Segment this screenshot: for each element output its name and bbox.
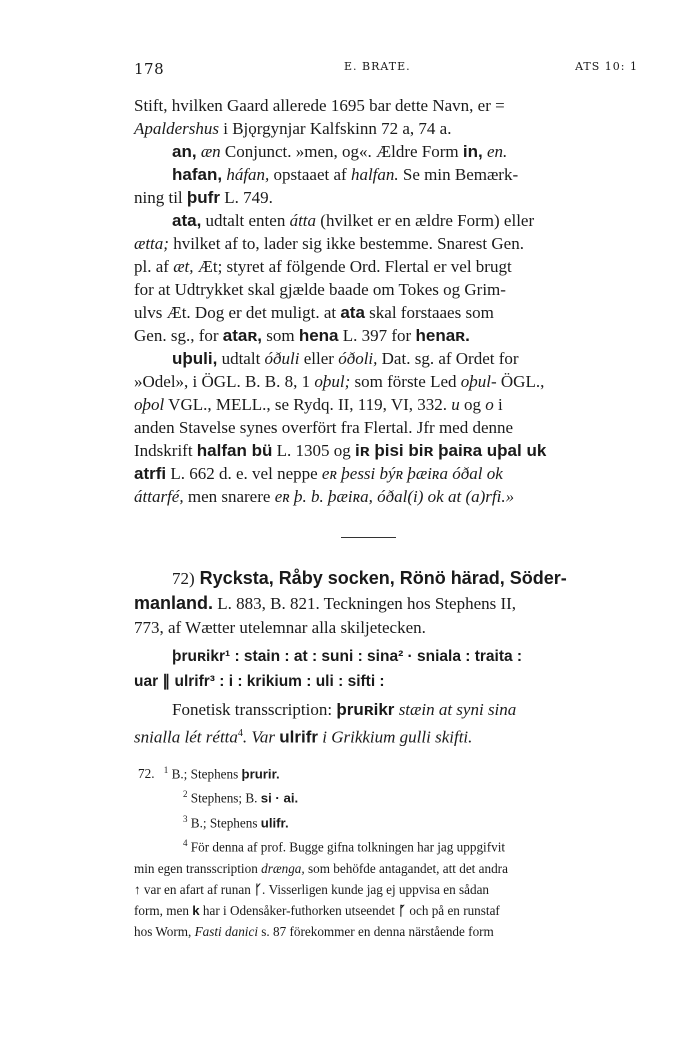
- italic-text: . Var: [242, 727, 280, 747]
- text: »Odel», i ÖGL. B. B. 8, 1: [134, 372, 315, 391]
- italic-text: halfan.: [350, 165, 399, 184]
- text: anden Stavelse synes overfört fra Flertal. Jfr med denne: [134, 418, 514, 437]
- text: Stift, hvilken Gaard allerede 1695 bar dette Navn, er =: [134, 96, 505, 115]
- bold-word: þruʀikr: [336, 700, 395, 719]
- text: Gen. sg., for: [134, 326, 223, 345]
- text: har i Odensåker-futhorken utseendet: [199, 902, 399, 918]
- text: För denna af prof. Bugge gifna tolkningen har jag uppgifvit: [187, 839, 506, 855]
- section-divider: [341, 537, 396, 538]
- bold-word: hena: [298, 326, 339, 345]
- transcription: [134, 698, 632, 750]
- text: Indskrift: [134, 441, 197, 460]
- text: B.; Stephens: [168, 766, 242, 782]
- section-title: manland.: [134, 593, 214, 613]
- text: men snarere: [183, 487, 275, 506]
- headword: uþuli,: [172, 349, 218, 368]
- bold-word: k: [192, 902, 200, 918]
- text: som behöfde antagandet, att det andra: [304, 860, 508, 876]
- text: B.; Stephens: [187, 815, 261, 831]
- italic-text: eʀ þessi býʀ þæiʀa óðal ok: [321, 464, 503, 483]
- text: var en afart af runan: [140, 881, 255, 897]
- text: och på en runstaf: [406, 902, 500, 918]
- italic-text: ætta;: [134, 234, 169, 253]
- commentary-block: [134, 94, 632, 508]
- text: (hvilket er en ældre Form) eller: [316, 211, 535, 230]
- italic-text: æn: [200, 142, 221, 161]
- bold-word: ataʀ,: [222, 326, 262, 345]
- text: ulvs Æt. Dog er det muligt. at: [134, 303, 341, 322]
- text: eller: [299, 349, 339, 368]
- italic-text: áttarfé,: [134, 487, 184, 506]
- text: ning til: [134, 188, 187, 207]
- text: Conjunct. »men, og«. Ældre Form: [220, 142, 463, 161]
- text: udtalt: [217, 349, 265, 368]
- bold-word: þrurir.: [241, 766, 280, 782]
- text: L. 749.: [219, 188, 273, 207]
- footnote-marker: 4: [183, 838, 188, 849]
- text: og: [459, 395, 486, 414]
- bold-word: ulifr.: [260, 815, 289, 831]
- italic-text: Fasti danici: [194, 923, 258, 939]
- text: form, men: [134, 902, 193, 918]
- rune-line-2: uar ∥ ulrifr³ : i : krikium : uli : sifti :: [134, 673, 385, 690]
- italic-text: æt,: [173, 257, 194, 276]
- text: L. 883, B. 821. Teckningen hos Stephens II,: [213, 594, 517, 613]
- paragraph-stift: [134, 94, 632, 140]
- entry-ata: [134, 209, 632, 347]
- text: Æt; styret af fölgende Ord. Flertal er vel brugt: [193, 257, 512, 276]
- text: for at Udtrykket skal gjælde baade om Tokes og Grim-: [134, 280, 506, 299]
- entry-hafan: [134, 163, 632, 209]
- italic-text: u: [451, 395, 460, 414]
- page-number: 178: [134, 60, 165, 78]
- footnote-marker: 1: [163, 765, 169, 775]
- bold-word: þufr: [186, 188, 220, 207]
- section-title: Rycksta, Råby socken, Rönö härad, Söder-: [194, 568, 567, 588]
- italic-text: háfan,: [226, 165, 270, 184]
- text: pl. af: [134, 257, 174, 276]
- text: 773, af Wætter utelemnar alla skiljetecken.: [134, 618, 426, 637]
- rune-glyph: ↑: [134, 881, 141, 897]
- text: min egen transscription: [134, 860, 262, 876]
- italic-text: snialla lét rétta: [134, 727, 238, 747]
- rune-glyph: ᚴ: [254, 881, 263, 897]
- bold-word: ulrifr: [279, 727, 318, 747]
- text: hos Worm,: [134, 923, 195, 939]
- italic-text: oþul-: [460, 372, 497, 391]
- section-72-heading: [134, 566, 634, 640]
- text: L. 1305 og: [272, 441, 355, 460]
- runic-inscription: [134, 644, 638, 694]
- bold-word: halfan bü: [196, 441, 273, 460]
- bold-word: iʀ þisi biʀ þaiʀa uþal uk: [355, 441, 547, 460]
- footnote-marker: 2: [183, 789, 188, 800]
- entry-uthuli: [134, 347, 632, 508]
- italic-text: óðuli: [264, 349, 300, 368]
- headword: ata,: [172, 211, 202, 230]
- section-number: 72): [172, 569, 195, 588]
- text: som förste Led: [350, 372, 461, 391]
- bold-word: atrfi: [134, 464, 167, 483]
- footnotes: [134, 760, 638, 942]
- bold-word: henaʀ.: [415, 326, 470, 345]
- rune-glyph: ᚵ: [398, 902, 407, 918]
- text: hvilket af to, lader sig ikke bestemme. Snarest Gen.: [168, 234, 524, 253]
- headword: hafan,: [172, 165, 223, 184]
- text: udtalt enten: [201, 211, 290, 230]
- text: L. 662 d. e. vel neppe: [166, 464, 322, 483]
- entry-an: [134, 140, 632, 163]
- italic-text: o: [485, 395, 494, 414]
- footnote-marker: 3: [183, 813, 188, 824]
- footnote-4: [134, 833, 638, 941]
- footnote-1: [134, 760, 638, 784]
- italic-text: eʀ þ. b. þæiʀa, óðal(i) ok at (a)rfi.»: [274, 487, 515, 506]
- section-reference: ATS 10: 1: [575, 60, 638, 73]
- text: opstaaet af: [269, 165, 351, 184]
- text: Se min Bemærk-: [398, 165, 519, 184]
- footnote-2: [134, 784, 638, 808]
- text: s. 87 förekommer en denna närstående form: [257, 923, 494, 939]
- italic-text: en.: [486, 142, 508, 161]
- bold-word: in,: [462, 142, 483, 161]
- text: skal forstaaes som: [364, 303, 494, 322]
- headword: an,: [172, 142, 197, 161]
- text: som: [261, 326, 299, 345]
- italic-text: oþul;: [314, 372, 351, 391]
- italic-text: Apaldershus: [134, 119, 219, 138]
- bold-word: ata: [340, 303, 365, 322]
- text: ÖGL.,: [496, 372, 545, 391]
- text: VGL., MELL., se Rydq. II, 119, VI, 332.: [164, 395, 452, 414]
- running-header: [134, 60, 638, 80]
- running-title: E. BRATE.: [344, 60, 411, 73]
- text: L. 397 for: [338, 326, 416, 345]
- italic-text: oþol: [134, 395, 165, 414]
- text: i: [493, 395, 503, 414]
- bold-word: si · ai.: [260, 790, 299, 806]
- footnote-3: [134, 809, 638, 833]
- italic-text: drænga,: [261, 860, 305, 876]
- italic-text: i Grikkium gulli skifti.: [318, 727, 473, 747]
- italic-text: stæin at syni sina: [394, 700, 517, 719]
- footnote-group: 72.: [138, 766, 155, 782]
- text: Fonetisk transscription:: [172, 700, 337, 719]
- text: Stephens; B.: [187, 790, 261, 806]
- text: i Bjǫrgynjar Kalfskinn 72 a, 74 a.: [219, 119, 452, 138]
- text: . Visserligen kunde jag ej uppvisa en sådan: [262, 881, 490, 897]
- italic-text: átta: [289, 211, 317, 230]
- text: Dat. sg. af Ordet for: [377, 349, 519, 368]
- italic-text: óðoli,: [338, 349, 378, 368]
- footnote-marker: 4: [237, 728, 243, 739]
- rune-line-1: þruʀikr¹ : stain : at : suni : sina² · sniala : traita :: [172, 648, 523, 665]
